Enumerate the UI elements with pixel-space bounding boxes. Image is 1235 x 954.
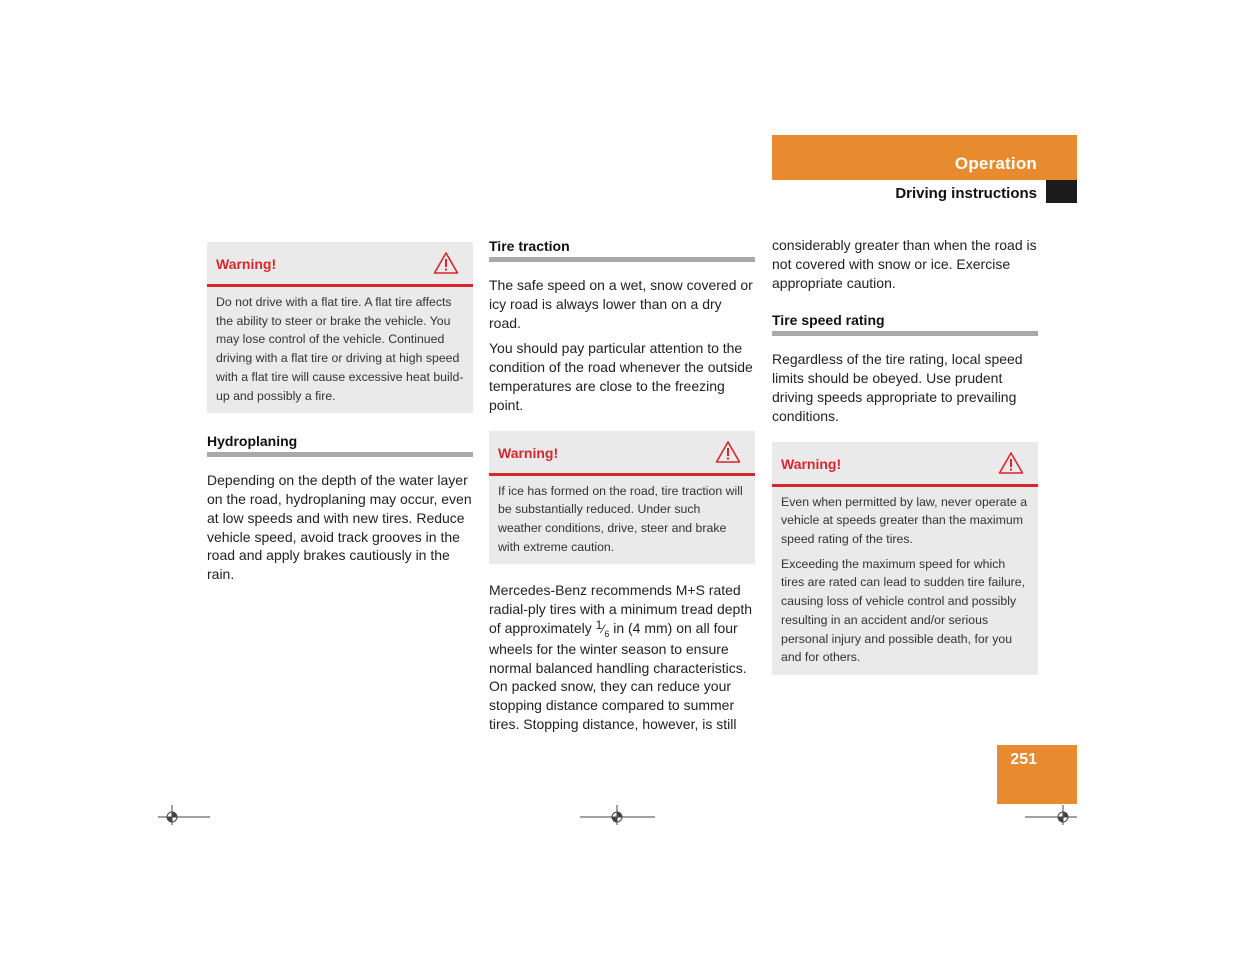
warning-body — [489, 476, 755, 565]
warning-triangle-icon — [433, 251, 459, 275]
section-title: Operation — [954, 154, 1037, 173]
page-number: 251 — [1010, 751, 1037, 768]
registration-mark-icon — [580, 804, 655, 826]
column-3 — [772, 236, 1038, 675]
warning-box-ice — [489, 431, 755, 565]
warning-text-2: Exceeding the maximum speed for which tires are rated can lead to sudden tire failure, causing loss of vehicle control and possibly resulting in an accident and/or serious personal injury and possible death, for you and for others. — [781, 556, 1026, 665]
warning-label: Warning! — [216, 256, 277, 272]
continued-text: considerably greater than when the road is not covered with snow or ice. Exercise appropriate caution. — [772, 237, 1037, 291]
warning-triangle-icon — [715, 440, 741, 464]
registration-mark-icon — [158, 804, 210, 826]
ms-tires-text-before: Mercedes-Benz recommends M+S rated radial-ply tires with a minimum tread depth of approximately — [489, 582, 752, 636]
warning-label: Warning! — [498, 444, 559, 461]
subsection-marker — [1046, 180, 1077, 203]
warning-header — [207, 242, 473, 287]
tire-traction-p2: You should pay particular attention to the condition of the road whenever the outside temperatures are close to the freezing point. — [489, 340, 753, 413]
subsection-title: Driving instructions — [895, 185, 1037, 202]
warning-header — [772, 442, 1038, 487]
warning-text: If ice has formed on the road, tire traction will be substantially reduced. Under such weather conditions, drive, steer and brake with extreme caution. — [498, 483, 743, 554]
tire-speed-heading: Tire speed rating — [772, 312, 1038, 336]
warning-triangle-icon — [998, 451, 1024, 475]
warning-box-speed — [772, 442, 1038, 675]
column-2 — [489, 238, 755, 734]
warning-text: Do not drive with a flat tire. A flat tire affects the ability to steer or brake the vehicle. You may lose control of the vehicle. Continued driving with a flat tire or driving at high speed with a flat tire will cause excessive heat build-up and possibly a fire. — [216, 295, 464, 403]
column-1 — [207, 238, 473, 584]
ms-tires-text-after: in (4 mm) on all four wheels for the winter season to ensure normal balanced handling characteristics. On packed snow, they can reduce your stopping distance compared to summer tires. Stopping distance, however, is still — [489, 619, 747, 732]
ms-tires-text: Mercedes-Benz recommends M+S rated radial-ply tires with a minimum tread depth of approximately $1⁄_6$ in (4 mm) on all four wheels for the winter season to ensure normal balanced handling characteristics. On packed snow, they can reduce your stopping distance compared to summer tires. Stopping distance, however, is still — [489, 582, 752, 732]
hydroplaning-heading: Hydroplaning — [207, 433, 473, 457]
warning-body — [772, 487, 1038, 675]
fraction-numerator: 1 — [595, 617, 603, 632]
warning-body — [207, 287, 473, 413]
warning-header — [489, 431, 755, 476]
tire-traction-heading: Tire traction — [489, 238, 755, 262]
section-header — [772, 135, 1077, 180]
hydroplaning-text: Depending on the depth of the water layer on the road, hydroplaning may occur, even at low speeds and with new tires. Reduce vehicle speed, avoid track grooves in the road and apply brakes cautiously in the rain. — [207, 472, 472, 583]
tire-traction-p1: The safe speed on a wet, snow covered or icy road is always lower than on a dry road. — [489, 277, 753, 331]
fraction-denominator: 6 — [604, 628, 610, 639]
warning-box-flat-tire — [207, 242, 473, 413]
warning-text-1: Even when permitted by law, never operate a vehicle at speeds greater than the maximum speed rating of the tires. — [781, 494, 1028, 546]
page-number-box — [997, 745, 1077, 804]
hydroplaning-section — [207, 433, 473, 584]
subsection-header — [772, 180, 1077, 204]
tire-speed-text: Regardless of the tire rating, local speed limits should be obeyed. Use prudent driving speeds appropriate to prevailing conditions. — [772, 351, 1023, 424]
registration-mark-icon — [1025, 804, 1077, 826]
warning-label: Warning! — [781, 455, 842, 472]
tire-speed-section — [772, 312, 1038, 425]
